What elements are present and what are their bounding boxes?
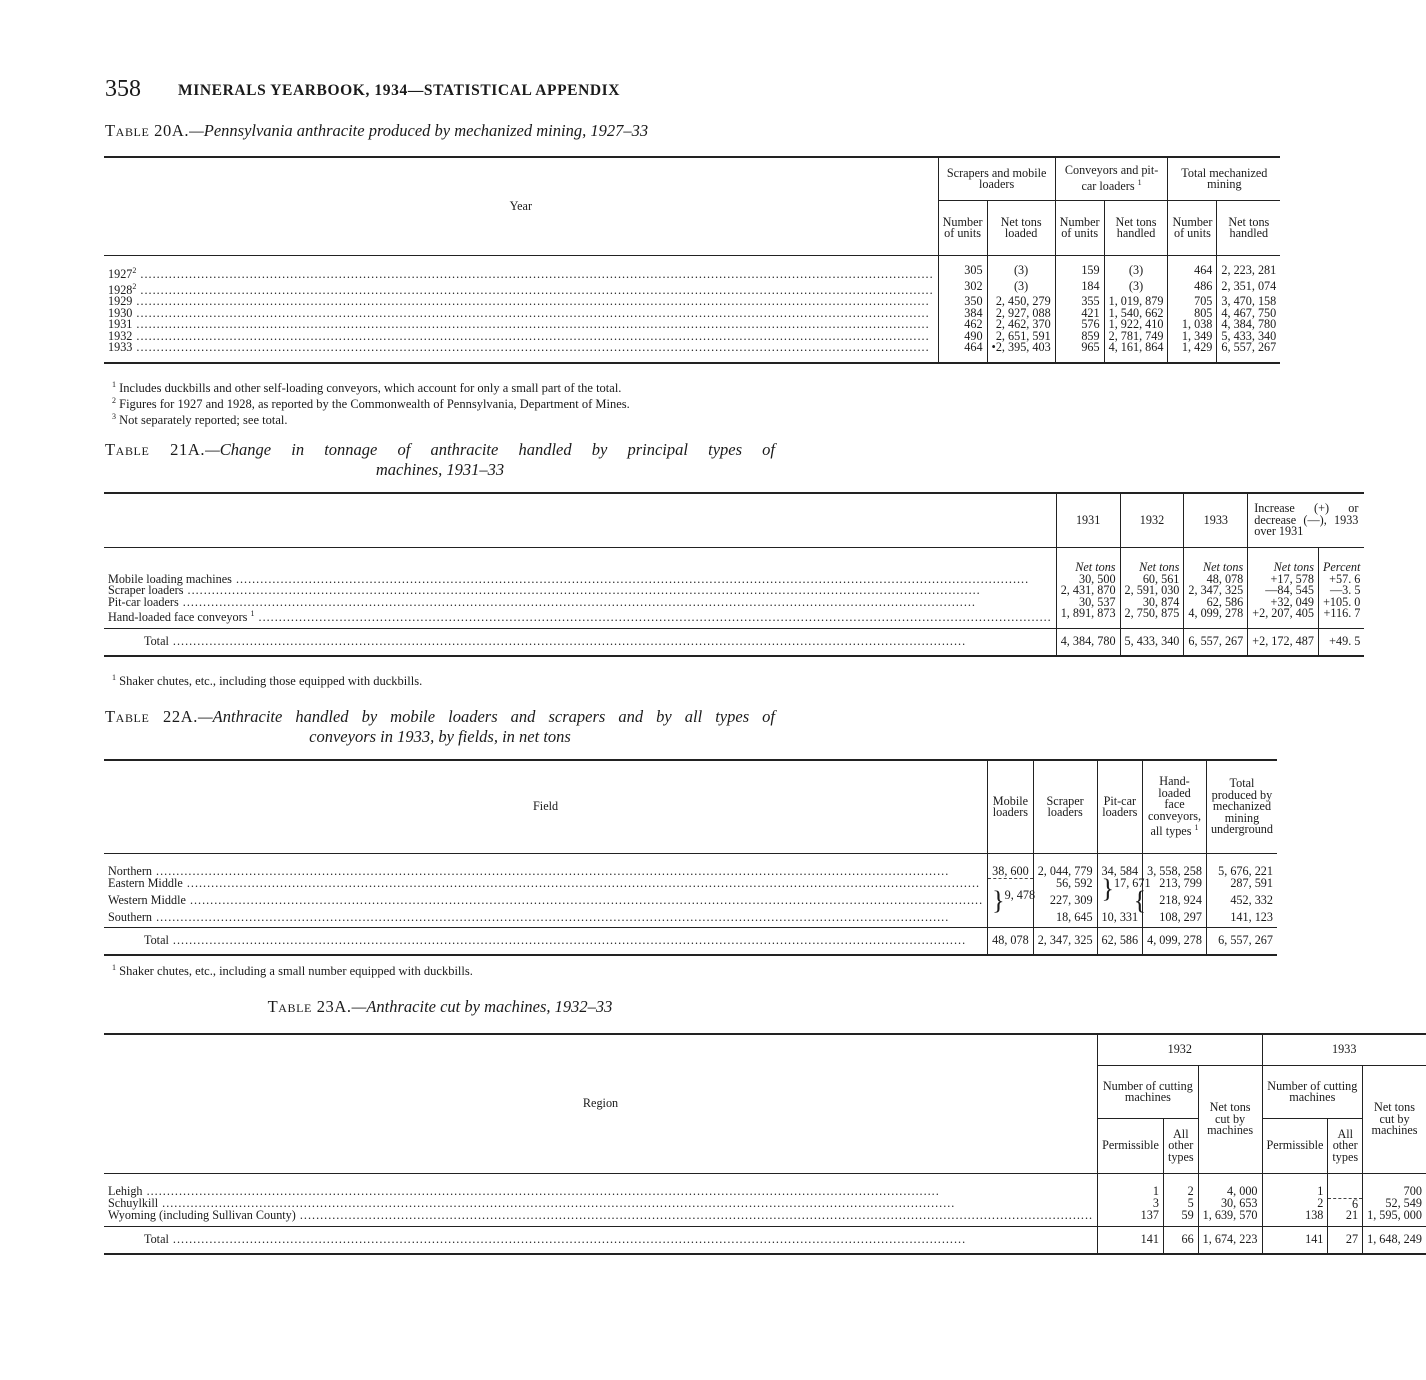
col-net-1933: Net tons cut by machines bbox=[1363, 1066, 1426, 1174]
table-21a bbox=[104, 492, 1364, 657]
table-row: Lehigh ..... 1 2 4, 000 1 700 bbox=[104, 1186, 1426, 1198]
table-23a bbox=[104, 1033, 1426, 1255]
col-change: Increase (+) or decrease (—), 1933 over 1931 bbox=[1248, 493, 1365, 548]
table-row: 1927$^2$ ..... 305 (3) 159 (3) 464 2, 223, 281 bbox=[104, 265, 1280, 281]
total-row: Total ..... 48, 078 2, 347, 325 62, 586 4, 099, 278 6, 557, 267 bbox=[104, 928, 1277, 956]
table-row: 1930 ..... 384 2, 927, 088 421 1, 540, 662 805 4, 467, 750 bbox=[104, 308, 1280, 320]
col-region: Region bbox=[104, 1034, 1098, 1174]
col-conveyors-tons: Net tons handled bbox=[1104, 201, 1168, 256]
table-20a-title bbox=[105, 121, 648, 141]
table-20a bbox=[104, 156, 1280, 364]
table-22a bbox=[104, 759, 1277, 956]
col-1931: 1931 bbox=[1056, 493, 1120, 548]
col-group-total: Total mechanized mining bbox=[1168, 157, 1280, 201]
table-20a-caption: —Pennsylvania anthracite produced by mechanized mining, 1927–33 bbox=[189, 121, 649, 140]
brace-icon: } bbox=[1101, 874, 1115, 903]
col-total-tons: Net tons handled bbox=[1217, 201, 1280, 256]
total-row: Total ..... 4, 384, 780 5, 433, 340 6, 557, 267 +2, 172, 487 +49. 5 bbox=[104, 628, 1364, 656]
table-row: 1928$^2$ ..... 302 (3) 184 (3) 486 2, 351, 074 bbox=[104, 281, 1280, 297]
table-row: 1932 ..... 490 2, 651, 591 859 2, 781, 749 1, 349 5, 433, 340 bbox=[104, 331, 1280, 343]
col-other-1932: All other types bbox=[1163, 1119, 1198, 1174]
col-perm-1933: Permissible bbox=[1262, 1119, 1328, 1174]
table-20a-footnotes bbox=[112, 380, 630, 428]
col-other-1933: All other types bbox=[1328, 1119, 1363, 1174]
footnote: $^3$ Not separately reported; see total. bbox=[112, 412, 288, 428]
table-row: 1929 ..... 350 2, 450, 279 355 1, 019, 879 705 3, 470, 158 bbox=[104, 296, 1280, 308]
table-row: Eastern Middle ..... } 9, 478 56, 592 } 17, 671 { 213, 799 287, 591 bbox=[104, 878, 1277, 895]
footnote: $^1$ Includes duckbills and other self-loading conveyors, which account for only a small part of the total. bbox=[112, 380, 622, 396]
mobile-combined-cell: } 9, 478 bbox=[988, 878, 1034, 923]
col-scrapers-units: Number of units bbox=[938, 201, 987, 256]
col-total: Total produced by mechanized mining underground bbox=[1206, 760, 1277, 854]
col-total-units: Number of units bbox=[1168, 201, 1217, 256]
table-row: Wyoming (including Sullivan County) ..... 137 59 1, 639, 570 138 21 1, 595, 000 bbox=[104, 1210, 1426, 1222]
table-row: Western Middle ..... 227, 309 218, 924 452, 332 bbox=[104, 895, 1277, 912]
table-row: Pit-car loaders ..... 30, 537 30, 874 62, 586 +32, 049 +105. 0 bbox=[104, 597, 1364, 609]
table-row: Mobile loading machines ..... 30, 500 60, 561 48, 078 +17, 578 +57. 6 bbox=[104, 574, 1364, 586]
table-23a-title: Table 23A.—Anthracite cut by machines, 1932–33 bbox=[267, 997, 613, 1016]
col-year-header: Year bbox=[104, 157, 938, 256]
col-mobile: Mobile loaders bbox=[988, 760, 1034, 854]
col-perm-1932: Permissible bbox=[1098, 1119, 1164, 1174]
col-cutting-1933: Number of cutting machines bbox=[1262, 1066, 1363, 1119]
col-scraper: Scraper loaders bbox=[1033, 760, 1097, 854]
total-row: Total ..... 141 66 1, 674, 223 141 27 1, 648, 249 bbox=[104, 1226, 1426, 1254]
table-21a-title: Table 21A.—Change in tonnage of anthracite handled by principal types of machines, 1931–33 bbox=[105, 440, 775, 479]
table-row: Hand-loaded face conveyors $^1$ ..... 1, 891, 873 2, 750, 875 4, 099, 278 +2, 207, 405 +116. 7 bbox=[104, 608, 1364, 624]
col-conveyors-units: Number of units bbox=[1055, 201, 1104, 256]
table-21a-footnote: $^1$ Shaker chutes, etc., including those equipped with duckbills. bbox=[112, 673, 423, 689]
col-cutting-1932: Number of cutting machines bbox=[1098, 1066, 1199, 1119]
col-1932: 1932 bbox=[1120, 493, 1184, 548]
col-hand: Hand-loaded face conveyors, all types $^1$ bbox=[1143, 760, 1207, 854]
unit-row: Net tons Net tons Net tons Net tons Percent bbox=[104, 562, 1364, 574]
table-row: Scraper loaders ..... 2, 431, 870 2, 591, 030 2, 347, 325 —84, 545 —3. 5 bbox=[104, 585, 1364, 597]
col-net-1932: Net tons cut by machines bbox=[1198, 1066, 1262, 1174]
col-field: Field bbox=[533, 799, 559, 814]
footnote: $^2$ Figures for 1927 and 1928, as reported by the Commonwealth of Pennsylvania, Department of Mines. bbox=[112, 396, 630, 412]
col-pitcar: Pit-car loaders bbox=[1097, 760, 1143, 854]
page-number: 358 bbox=[105, 76, 141, 102]
brace-icon: { bbox=[1133, 885, 1147, 915]
table-22a-footnote: $^1$ Shaker chutes, etc., including a small number equipped with duckbills. bbox=[112, 963, 473, 979]
col-scrapers-tons: Net tons loaded bbox=[987, 201, 1055, 256]
table-20a-label: Table 20A. bbox=[105, 121, 190, 140]
table-row: Schuylkill ..... 3 5 30, 653 2 6 52, 549 bbox=[104, 1198, 1426, 1210]
col-year-1932: 1932 bbox=[1098, 1034, 1262, 1066]
table-22a-title: Table 22A.—Anthracite handled by mobile loaders and scrapers and by all types of conveyors in 1933, by fields, in net tons bbox=[105, 707, 775, 746]
running-title: MINERALS YEARBOOK, 1934—STATISTICAL APPENDIX bbox=[178, 82, 621, 99]
page-header bbox=[105, 76, 745, 106]
table-row: Northern ..... 38, 600 2, 044, 779 34, 584 3, 558, 258 5, 676, 221 bbox=[104, 866, 1277, 878]
col-1933: 1933 bbox=[1184, 493, 1248, 548]
table-row: 1933 ..... 464 •2, 395, 403 965 4, 161, 864 1, 429 6, 557, 267 bbox=[104, 342, 1280, 354]
col-group-scrapers: Scrapers and mobile loaders bbox=[938, 157, 1055, 201]
brace-icon: } bbox=[992, 885, 1005, 915]
col-group-conveyors: Conveyors and pit-car loaders $^1$ bbox=[1055, 157, 1168, 201]
table-row: Southern ..... 18, 645 10, 331 108, 297 141, 123 bbox=[104, 912, 1277, 924]
table-row: 1931 ..... 462 2, 462, 370 576 1, 922, 410 1, 038 4, 384, 780 bbox=[104, 319, 1280, 331]
pitcar-combined-cell: } 17, 671 { bbox=[1097, 878, 1143, 912]
col-year-1933: 1933 bbox=[1262, 1034, 1426, 1066]
